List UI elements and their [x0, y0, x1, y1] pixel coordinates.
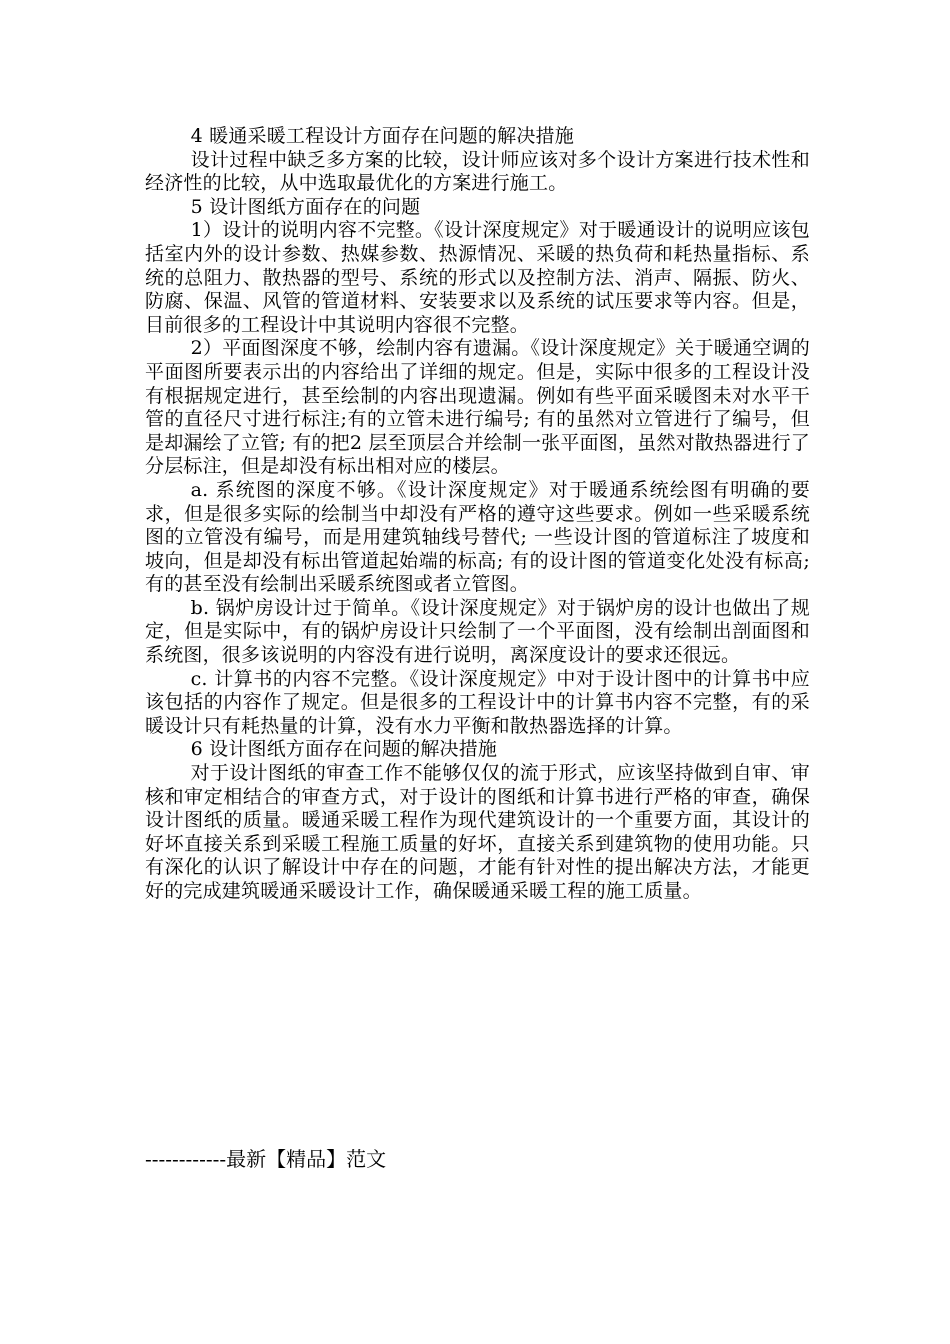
paragraph-item-a-system-diagram: a. 系统图的深度不够。《设计深度规定》对于暖通系统绘图有明确的要求，但是很多实际的绘制当中却没有严格的遵守这些要求。例如一些采暖系统图的立管没有编号，而是用建筑轴线号替代; 一些设计图的管道标注了坡度和坡向，但是却没有标出管道起始端的标高; 有的设计图的管道变化处没有标高; 有的甚至没有绘制出采暖系统图或者立管图。	[145, 478, 810, 596]
section-heading-6: 6 设计图纸方面存在问题的解决措施	[190, 738, 498, 761]
paragraph-item-2-floor-plan: 2）平面图深度不够，绘制内容有遗漏。《设计深度规定》关于暖通空调的平面图所要表示出的内容给出了详细的规定。但是，实际中很多的工程设计没有根据规定进行，甚至绘制的内容出现遗漏。例如有些平面采暖图未对水平干管的直径尺寸进行标注;有的立管未进行编号; 有的虽然对立管进行了编号，但是却漏绘了立管; 有的把2 层至顶层合并绘制一张平面图，虽然对散热器进行了分层标注，但是却没有标出相对应的楼层。	[145, 337, 810, 478]
section-heading-5: 5 设计图纸方面存在的问题	[190, 195, 421, 218]
section-heading-4: 4 暖通采暖工程设计方面存在问题的解决措施	[190, 125, 574, 147]
paragraph-item-b-boiler-room: b. 锅炉房设计过于简单。《设计深度规定》对于锅炉房的设计也做出了规定，但是实际中，有的锅炉房设计只绘制了一个平面图，没有绘制出剖面图和系统图，很多该说明的内容没有进行说明，离深度设计的要求还很远。	[145, 596, 810, 667]
paragraph-item-c-calculation: c. 计算书的内容不完整。《设计深度规定》中对于设计图中的计算书中应该包括的内容作了规定。但是很多的工程设计中的计算书内容不完整，有的采暖设计只有耗热量的计算，没有水力平衡和散热器选择的计算。	[145, 667, 810, 737]
document-body	[145, 125, 810, 904]
paragraph-item-1-description: 1）设计的说明内容不完整。《设计深度规定》对于暖通设计的说明应该包括室内外的设计参数、热媒参数、热源情况、采暖的热负荷和耗热量指标、系统的总阻力、散热器的型号、系统的形式以及控制方法、消声、隔振、防火、防腐、保温、风管的管道材料、安装要求以及系统的试压要求等内容。但是，目前很多的工程设计中其说明内容很不完整。	[145, 219, 810, 336]
paragraph-design-comparison: 设计过程中缺乏多方案的比较，设计师应该对多个设计方案进行技术性和经济性的比较，从中选取最优化的方案进行施工。	[145, 148, 810, 195]
document-footer: ------------最新【精品】范文	[145, 1147, 387, 1171]
paragraph-review-measures: 对于设计图纸的审查工作不能够仅仅的流于形式，应该坚持做到自审、审核和审定相结合的审查方式，对于设计的图纸和计算书进行严格的审查，确保设计图纸的质量。暖通采暖工程作为现代建筑设计的一个重要方面，其设计的好坏直接关系到采暖工程施工质量的好坏，直接关系到建筑物的使用功能。只有深化的认识了解设计中存在的问题，才能有针对性的提出解决方法，才能更好的完成建筑暖通采暖设计工作，确保暖通采暖工程的施工质量。	[145, 762, 810, 902]
